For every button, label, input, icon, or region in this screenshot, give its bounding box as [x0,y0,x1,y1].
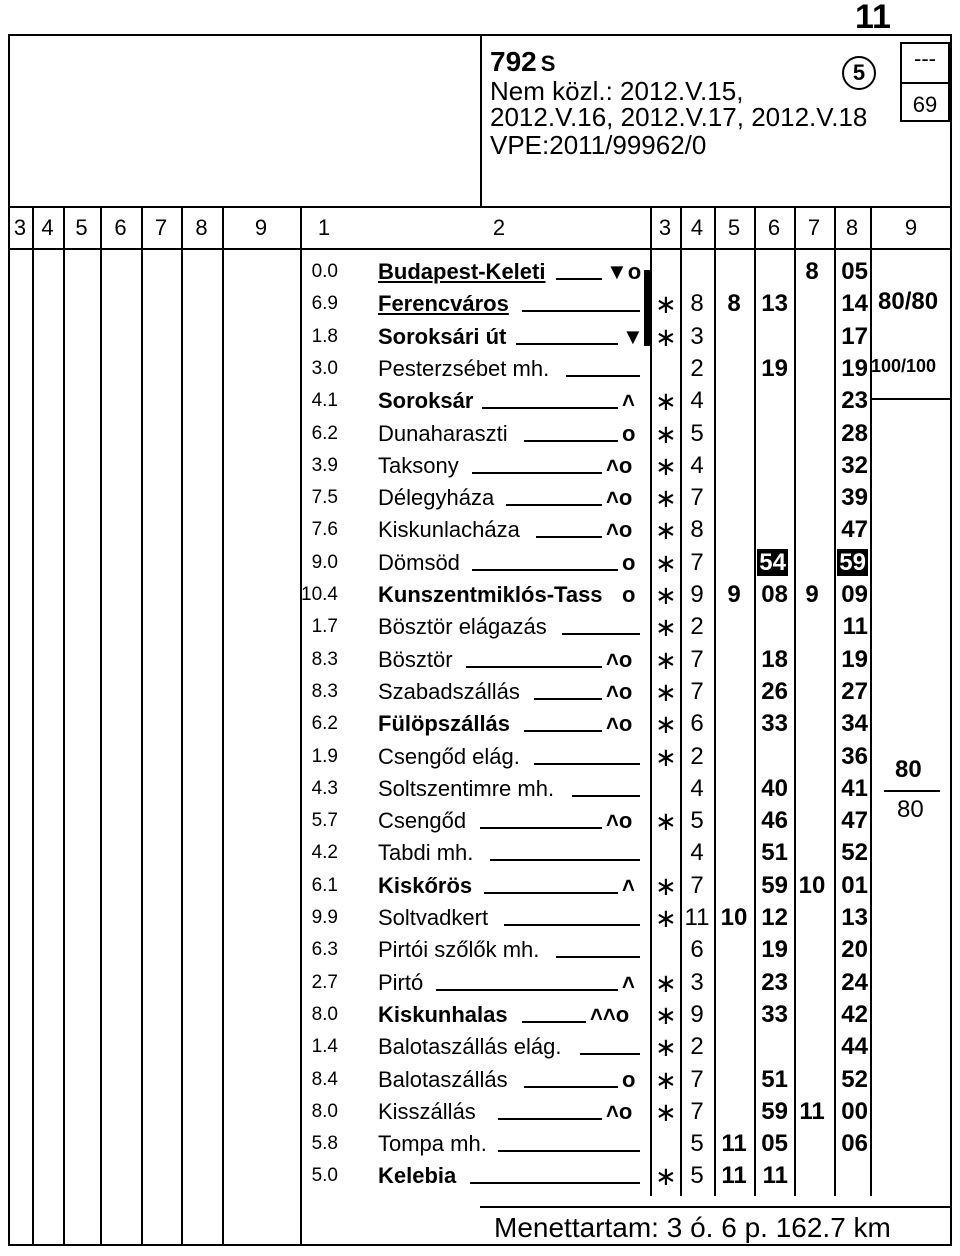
column-number-right: 3 [658,215,672,240]
table-row [0,1128,960,1159]
km-value: 7.5 [311,487,338,508]
km-value: 1.9 [311,746,338,767]
column-number-left: 5 [75,215,88,240]
leader-line [556,956,640,958]
table-row [0,418,960,449]
asterisk-icon: ∗ [655,580,677,610]
km-value: 4.2 [311,842,338,863]
time-c8: 14 [841,290,868,317]
time-c4: 4 [690,387,704,414]
time-c8: 59 [839,549,866,576]
time-c6: 51 [761,1066,788,1093]
station-name: Pesterzsébet mh. [378,356,550,381]
asterisk-icon: ∗ [655,903,677,933]
time-c4: 2 [690,613,704,640]
leader-line [472,569,618,571]
station-symbol-icon: ˄o [606,1099,633,1124]
leader-line [566,375,640,377]
table-row [0,579,960,610]
time-c6: 19 [761,355,788,382]
table-row [0,676,960,707]
leader-line [524,730,602,732]
time-c4: 4 [690,839,704,866]
page-number: 11 [855,0,891,36]
time-c7: 8 [805,258,819,285]
asterisk-icon: ∗ [655,742,677,772]
table-row [0,321,960,352]
leader-line [524,440,618,442]
station-name: Dömsöd [378,550,460,575]
leader-line [572,795,640,797]
time-c6: 33 [761,1001,788,1028]
leader-line [480,827,602,829]
station-name: Dunaharaszti [378,421,508,446]
station-symbol-icon: o [622,550,636,575]
footer-top-line [480,1206,952,1208]
km-value: 8.4 [311,1069,338,1090]
asterisk-icon: ∗ [655,871,677,901]
time-c8: 09 [841,581,868,608]
asterisk-icon: ∗ [655,709,677,739]
time-c4: 4 [690,452,704,479]
leader-line [524,1086,618,1088]
asterisk-icon: ∗ [655,1161,677,1191]
table-row [0,773,960,804]
table-row [0,644,960,675]
station-symbol-icon: o [622,582,636,607]
train-number: 792 S [490,46,556,77]
station-symbol-icon: ˄o [606,711,633,736]
leader-line [482,407,618,409]
table-row [0,353,960,384]
column-number-left: 8 [195,215,208,240]
station-symbol-icon: ˄˄o [590,1002,630,1027]
km-value: 8.0 [311,1004,338,1025]
asterisk-icon: ∗ [655,1097,677,1127]
leader-line [516,343,618,345]
time-c4: 7 [690,549,704,576]
colnum-bottom-line [8,248,952,250]
km-value: 8.3 [311,681,338,702]
station-symbol-icon: o [622,1067,636,1092]
time-c6: 05 [761,1130,788,1157]
time-c4: 3 [690,323,704,350]
table-row [0,611,960,642]
asterisk-icon: ∗ [655,322,677,352]
station-name: Soltszentimre mh. [378,776,555,801]
time-c4: 2 [690,1033,704,1060]
column-number-left: 7 [154,215,168,240]
time-c8: 27 [841,678,868,705]
asterisk-icon: ∗ [655,968,677,998]
station-name: Kelebia [378,1163,457,1188]
time-c4: 9 [690,1001,704,1028]
asterisk-icon: ∗ [655,386,677,416]
station-name: Bösztör elágazás [378,614,547,639]
station-name: Kunszentmiklós-Tass [378,582,603,607]
time-c4: 6 [690,936,704,963]
km-value: 6.2 [311,713,338,734]
note-line-2: 2012.V.16, 2012.V.17, 2012.V.18 [490,102,868,132]
time-c8: 47 [841,807,868,834]
station-symbol-icon: ˄o [606,485,633,510]
table-row [0,967,960,998]
asterisk-icon: ∗ [655,645,677,675]
leader-line [470,1182,640,1184]
time-c5: 10 [720,904,748,931]
time-c8: 24 [841,969,868,996]
asterisk-icon: ∗ [655,1000,677,1030]
time-c8: 47 [841,516,868,543]
time-c7: 11 [799,1098,825,1125]
station-name: Soroksár [378,388,474,413]
column-number-left: 9 [254,215,268,240]
asterisk-icon: ∗ [655,806,677,836]
time-c4: 3 [690,969,704,996]
km-value: 1.7 [311,616,338,637]
km-value: 3.0 [311,358,338,379]
table-row [0,870,960,901]
time-c8: 42 [841,1001,868,1028]
time-c8: 13 [841,904,868,931]
leader-line [536,536,602,538]
station-symbol-icon: o [622,421,636,446]
km-value: 3.9 [311,455,338,476]
station-name: Budapest-Keleti [378,259,546,284]
table-row [0,1031,960,1062]
leader-line [580,1053,640,1055]
time-c6: 51 [761,839,788,866]
table-row [0,837,960,868]
station-name: Szabadszállás [378,679,520,704]
column-number-right: 6 [767,215,781,240]
time-c8: 36 [841,743,868,770]
time-c4: 8 [690,516,704,543]
leader-line [498,1150,640,1152]
time-c5: 9 [727,581,741,608]
station-name: Tompa mh. [378,1131,487,1156]
km-value: 1.8 [311,326,338,347]
time-c4: 11 [684,904,710,931]
station-name: Tabdi mh. [378,840,474,865]
station-name: Kiskunlacháza [378,517,520,542]
station-name: Csengőd elág. [378,744,520,769]
asterisk-icon: ∗ [655,483,677,513]
table-row [0,708,960,739]
leader-line [522,1021,586,1023]
station-bar [644,270,650,346]
leader-line [562,633,640,635]
speed-80-bottom: 80 [897,796,924,823]
time-c4: 7 [690,1066,704,1093]
footer-duration: Menettartam: 3 ó. 6 p. 162.7 km [494,1212,891,1243]
header-divider [480,34,482,208]
station-name: Pirtó [378,970,424,995]
km-value: 6.2 [311,423,338,444]
column-number-right: 7 [807,215,821,240]
time-c8: 52 [841,839,868,866]
km-value: 6.3 [311,939,338,960]
station-symbol-icon: ˄o [606,679,633,704]
station-name: Délegyháza [378,485,495,510]
asterisk-icon: ∗ [655,451,677,481]
time-c6: 59 [761,872,788,899]
table-row [0,741,960,772]
station-name: Pirtói szőlők mh. [378,937,540,962]
time-c6: 13 [761,290,788,317]
time-c4: 5 [690,1130,704,1157]
km-value: 6.1 [311,875,338,896]
station-name: Taksony [378,453,459,478]
leader-line [490,859,640,861]
time-c4: 7 [690,678,704,705]
asterisk-icon: ∗ [655,419,677,449]
table-row [0,547,960,578]
column-number-right: 4 [690,215,704,240]
km-value: 1.4 [311,1036,338,1057]
time-c8: 28 [841,420,868,447]
station-symbol-icon: ˄ [622,873,635,898]
time-c8: 34 [841,710,868,737]
time-c6: 18 [761,646,788,673]
station-symbol-icon: ˄o [606,808,633,833]
asterisk-icon: ∗ [655,612,677,642]
time-c6: 33 [761,710,788,737]
table-row [0,1096,960,1127]
time-c8: 05 [841,258,868,285]
column-number-right: 5 [727,215,741,240]
time-c4: 5 [690,807,704,834]
column-number-right: 2 [492,215,506,240]
time-c4: 7 [690,872,704,899]
km-value: 8.3 [311,649,338,670]
station-symbol-icon: ˄o [606,647,633,672]
time-c8: 19 [841,646,868,673]
header-side-box [900,42,950,122]
km-value: 4.1 [311,390,338,411]
time-c4: 7 [690,646,704,673]
time-c4: 2 [690,355,704,382]
time-c5: 11 [721,1162,747,1189]
time-c6: 19 [761,936,788,963]
table-row [0,902,960,933]
leader-line [504,924,640,926]
column-number-right: 8 [845,215,859,240]
column-number-right: 9 [904,215,918,240]
km-value: 0.0 [311,261,338,282]
time-c6: 40 [761,775,788,802]
column-number-left: 6 [114,215,127,240]
km-value: 9.9 [311,907,338,928]
time-c8: 23 [841,387,868,414]
table-row [0,256,960,287]
time-c5: 8 [727,290,741,317]
time-c4: 5 [690,1162,704,1189]
station-symbol-icon: ˄ [622,388,635,413]
station-name: Kiskőrös [378,873,473,898]
column-number-left: 4 [41,215,54,240]
time-c4: 2 [690,743,704,770]
station-name: Soltvadkert [378,905,489,930]
table-row [0,805,960,836]
time-c8: 20 [841,936,868,963]
time-c6: 59 [761,1098,788,1125]
table-row [0,288,960,319]
time-c8: 01 [841,872,868,899]
asterisk-icon: ∗ [655,548,677,578]
station-name: Balotaszállás [378,1067,508,1092]
column-number-left: 3 [13,215,27,240]
km-value: 5.7 [311,810,338,831]
speed-80-80: 80/80 [878,288,939,315]
time-c8: 44 [841,1033,868,1060]
table-row [0,514,960,545]
time-c8: 39 [841,484,868,511]
table-row [0,482,960,513]
time-c5: 11 [721,1130,747,1157]
time-c7: 10 [798,872,826,899]
time-c4: 4 [690,775,704,802]
time-c6: 23 [761,969,788,996]
asterisk-icon: ∗ [655,289,677,319]
circle-number: 5 [842,56,876,90]
time-c8: 06 [841,1130,868,1157]
time-c6: 11 [762,1162,788,1189]
speed-80-top: 80 [895,756,922,783]
time-c8: 19 [841,355,868,382]
km-value: 6.9 [311,293,338,314]
km-value: 2.7 [311,972,338,993]
leader-line [506,504,602,506]
time-c6: 54 [759,549,786,576]
station-name: Ferencváros [378,291,509,316]
speed-100-100: 100/100 [871,356,937,376]
table-row [0,450,960,481]
leader-line [556,278,602,280]
station-symbol-icon: ˄o [606,517,633,542]
station-name: Kiskunhalas [378,1002,508,1027]
leader-line [436,989,618,991]
leader-line [498,1118,602,1120]
station-name: Balotaszállás elág. [378,1034,562,1059]
time-c6: 46 [761,807,788,834]
km-value: 5.0 [311,1165,338,1186]
note-line-1: Nem közl.: 2012.V.15, [490,76,744,106]
time-c8: 00 [841,1098,868,1125]
station-name: Soroksári út [378,324,507,349]
time-c8: 17 [841,323,868,350]
station-symbol-icon: ▼o [606,259,642,284]
note-line-3: VPE:2011/99962/0 [490,130,707,160]
time-c4: 8 [690,290,704,317]
leader-line [466,666,602,668]
table-row [0,1160,960,1191]
table-row [0,385,960,416]
leader-line [534,698,602,700]
km-value: 8.0 [311,1101,338,1122]
asterisk-icon: ∗ [655,515,677,545]
time-c4: 9 [690,581,704,608]
time-c8: 32 [841,452,868,479]
table-row [0,934,960,965]
station-symbol-icon: ˄ [622,970,635,995]
km-value: 9.0 [311,552,338,573]
time-c4: 5 [690,420,704,447]
asterisk-icon: ∗ [655,1032,677,1062]
time-c8: 11 [842,613,868,640]
header-bottom-line [8,206,952,208]
km-value: 10.4 [301,584,338,605]
station-name: Kisszállás [378,1099,476,1124]
time-c7: 9 [805,581,819,608]
leader-line [522,310,640,312]
km-value: 7.6 [311,519,338,540]
leader-line [534,763,640,765]
time-c6: 08 [761,581,788,608]
leader-line [484,892,618,894]
box-bottom: 69 [912,92,938,117]
station-name: Fülöpszállás [378,711,511,736]
time-c6: 26 [761,678,788,705]
table-row [0,999,960,1030]
station-name: Bösztör [378,647,453,672]
time-c6: 12 [761,904,788,931]
station-symbol-icon: ▼ [622,324,644,349]
km-value: 5.8 [311,1133,338,1154]
time-c8: 52 [841,1066,868,1093]
time-c4: 7 [690,484,704,511]
time-c4: 6 [690,710,704,737]
time-c4: 7 [690,1098,704,1125]
station-name: Csengőd [378,808,467,833]
column-number-right: 1 [317,215,331,240]
station-symbol-icon: ˄o [606,453,633,478]
km-value: 4.3 [311,778,338,799]
table-row [0,1064,960,1095]
asterisk-icon: ∗ [655,1065,677,1095]
asterisk-icon: ∗ [655,677,677,707]
leader-line [472,472,602,474]
box-top: --- [914,46,936,71]
time-c8: 41 [841,775,868,802]
